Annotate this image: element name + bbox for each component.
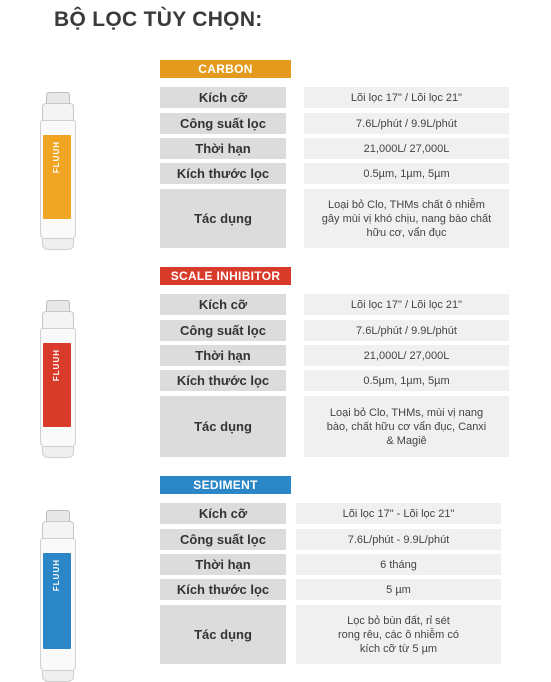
row-value: 7.6L/phút / 9.9L/phút [304,113,509,134]
row-label: Công suất lọc [160,529,286,550]
row-value: 0.5µm, 1µm, 5µm [304,163,509,184]
row-label: Thời hạn [160,345,286,366]
section-header-sediment [160,476,291,494]
row-label: Tác dụng [160,189,286,248]
row-label: Kích thước lọc [160,163,286,184]
section-header-scale-inhibitor [160,267,291,285]
row-value: Lõi lọc 17" / Lõi lọc 21" [304,87,509,108]
row-value: Loại bỏ Clo, THMs, mùi vị nang bào, chất hữu cơ vẩn đục, Canxi & Magiê [304,396,509,457]
section-title: CARBON [198,62,253,76]
row-value: Lọc bỏ bùn đất, rỉ sét rong rêu, các ô nhiễm có kích cỡ từ 5 µm [296,605,501,664]
row-label: Tác dụng [160,605,286,664]
row-value: Loại bỏ Clo, THMs chất ô nhiễm gây mùi vị khó chịu, nang bào chất hữu cơ, vẩn đục [304,189,509,248]
section-header-carbon [160,60,291,78]
row-value: 5 µm [296,579,501,600]
section-title: SCALE INHIBITOR [170,269,281,283]
row-value: Lõi lọc 17" / Lõi lọc 21" [304,294,509,315]
row-value: Lõi lọc 17" - Lõi lọc 21" [296,503,501,524]
row-label: Công suất lọc [160,113,286,134]
row-value: 21,000L/ 27,000L [304,138,509,159]
row-value: 0.5µm, 1µm, 5µm [304,370,509,391]
row-value: 7.6L/phút - 9.9L/phút [296,529,501,550]
row-label: Kích cỡ [160,294,286,315]
row-label: Kích cỡ [160,87,286,108]
row-value: 7.6L/phút / 9.9L/phút [304,320,509,341]
row-label: Tác dụng [160,396,286,457]
row-value: 6 tháng [296,554,501,575]
row-label: Kích thước lọc [160,370,286,391]
row-label: Thời hạn [160,554,286,575]
row-label: Kích cỡ [160,503,286,524]
filter-brand-text: FLUUH [52,141,61,174]
page-title: BỘ LỌC TÙY CHỌN: [54,8,263,31]
row-label: Công suất lọc [160,320,286,341]
row-label: Thời hạn [160,138,286,159]
section-title: SEDIMENT [193,478,258,492]
filter-brand-text: FLUUH [52,349,61,382]
row-label: Kích thước lọc [160,579,286,600]
filter-brand-text: FLUUH [52,559,61,592]
row-value: 21,000L/ 27,000L [304,345,509,366]
